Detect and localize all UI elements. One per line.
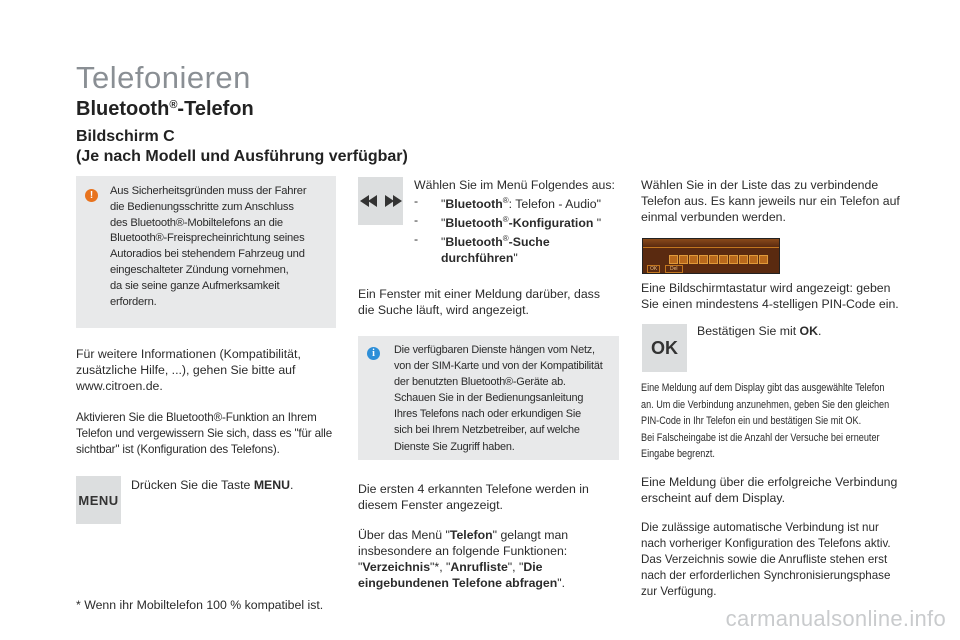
confirm-text: Bestätigen Sie mit OK. — [697, 324, 822, 338]
menu-key-icon: MENU — [78, 492, 119, 508]
warning-box — [76, 176, 336, 328]
footnote: * Wenn ihr Mobiltelefon 100 % kompatibel ist. — [76, 598, 324, 612]
select-menu-text: Wählen Sie im Menü Folgendes aus: - "Bluetooth®: Telefon - Audio" - "Bluetooth®-Konfiguration " - "Bluetooth®-Suche durchführen" — [414, 177, 634, 266]
seek-back-forward-icon — [360, 194, 402, 208]
list-item: - "Bluetooth®-Konfiguration " — [414, 212, 634, 231]
telefon-menu-text: Über das Menü "Telefon" gelangt man insbesondere an folgende Funktionen: "Verzeichnis"*, "Anrufliste", "Die eingebundenen Telefone abfragen". — [358, 528, 569, 590]
first-phones-text: Die ersten 4 erkannten Telefone werden in diesem Fenster angezeigt. — [358, 482, 589, 512]
subtitle-screen: Bildschirm C — [76, 128, 175, 145]
ok-key-box — [642, 324, 687, 372]
screen-ok-button: OK — [647, 265, 660, 273]
warning-text: Aus Sicherheitsgründen muss der Fahrer die Bedienungsschritte zum Anschluss des Bluetooth®-Mobiltelefons an die Bluetooth®-Freisprecheinrichtung seines Autoradios bei stehendem Fahrzeug und eingeschalteter Zündung vornehmen, da sie seine ganze Aufmerksamkeit erfordern. — [110, 185, 307, 308]
info-icon: i — [367, 347, 380, 360]
info-paragraph: Für weitere Informationen (Kompatibilität, zusätzliche Hilfe, ...), gehen Sie bitte auf www.citroen.de. — [76, 347, 301, 393]
keyboard-text: Eine Bildschirmtastatur wird angezeigt: geben Sie einen mindestens 4-stelligen PIN-Code ein. — [641, 281, 899, 311]
screen-key — [749, 255, 758, 264]
seek-key-box — [358, 177, 403, 225]
page-title: Telefonieren — [76, 60, 251, 95]
pin-confirmation-note: Eine Meldung auf dem Display gibt das ausgewählte Telefon an. Um die Verbindung anzunehmen, geben Sie den gleichen PIN-Code in Ihr Telefon ein und bestätigen Sie mit OK. Bei Falscheingabe ist die Anzahl der Versuche bei erneuter Eingabe begrenzt. — [641, 382, 890, 461]
pin-keyboard-screenshot — [642, 238, 780, 274]
screen-key — [679, 255, 688, 264]
info-box-text: Die verfügbaren Dienste hängen vom Netz, von der SIM-Karte und von der Kompatibilität der benutzten Bluetooth®-Geräte ab. Schauen Sie in der Bedienungsanleitung Ihres Telefons nach oder erkundigen Sie sich bei Ihrem Netzbetreiber, auf welche Dienste Sie Zugriff haben. — [394, 344, 603, 453]
watermark: carmanualsonline.info — [725, 606, 946, 631]
list-item: - "Bluetooth®: Telefon - Audio" — [414, 193, 634, 212]
subtitle-availability: (Je nach Modell und Ausführung verfügbar) — [76, 148, 408, 165]
screen-key — [709, 255, 718, 264]
screen-key — [759, 255, 768, 264]
screen-key — [699, 255, 708, 264]
press-menu-text: Drücken Sie die Taste MENU. — [131, 478, 294, 492]
menu-key-box — [76, 476, 121, 524]
screen-key — [739, 255, 748, 264]
screen-key — [689, 255, 698, 264]
screen-title-bar — [643, 239, 779, 248]
search-window-text: Ein Fenster mit einer Meldung darüber, dass die Suche läuft, wird angezeigt. — [358, 287, 600, 317]
info-box — [358, 336, 619, 460]
list-item: - "Bluetooth®-Suche durchführen" — [414, 231, 634, 266]
auto-connect-text: Die zulässige automatische Verbindung ist nur nach vorheriger Konfiguration des Telefons aktiv. Das Verzeichnis sowie die Anrufliste stehen erst nach der erforderlichen Synchronisierungsphase zur Verfügung. — [641, 521, 891, 598]
screen-key — [729, 255, 738, 264]
screen-key — [719, 255, 728, 264]
screen-keypad — [669, 255, 769, 264]
screen-key — [669, 255, 678, 264]
success-text: Eine Meldung über die erfolgreiche Verbindung erscheint auf dem Display. — [641, 475, 898, 505]
screen-del-button: Del — [665, 265, 683, 273]
choose-phone-text: Wählen Sie in der Liste das zu verbindende Telefon aus. Es kann jeweils nur ein Telefon auf einmal verbunden werden. — [641, 178, 900, 224]
section-title: Bluetooth®-Telefon — [76, 98, 254, 120]
warning-exclamation-icon: ! — [85, 189, 98, 202]
ok-key-icon: OK — [651, 337, 678, 358]
activate-paragraph: Aktivieren Sie die Bluetooth®-Funktion an Ihrem Telefon und vergewissern Sie sich, dass es "für alle sichtbar" ist (Konfiguration des Telefons). — [76, 411, 333, 456]
menu-path-list — [414, 193, 634, 266]
